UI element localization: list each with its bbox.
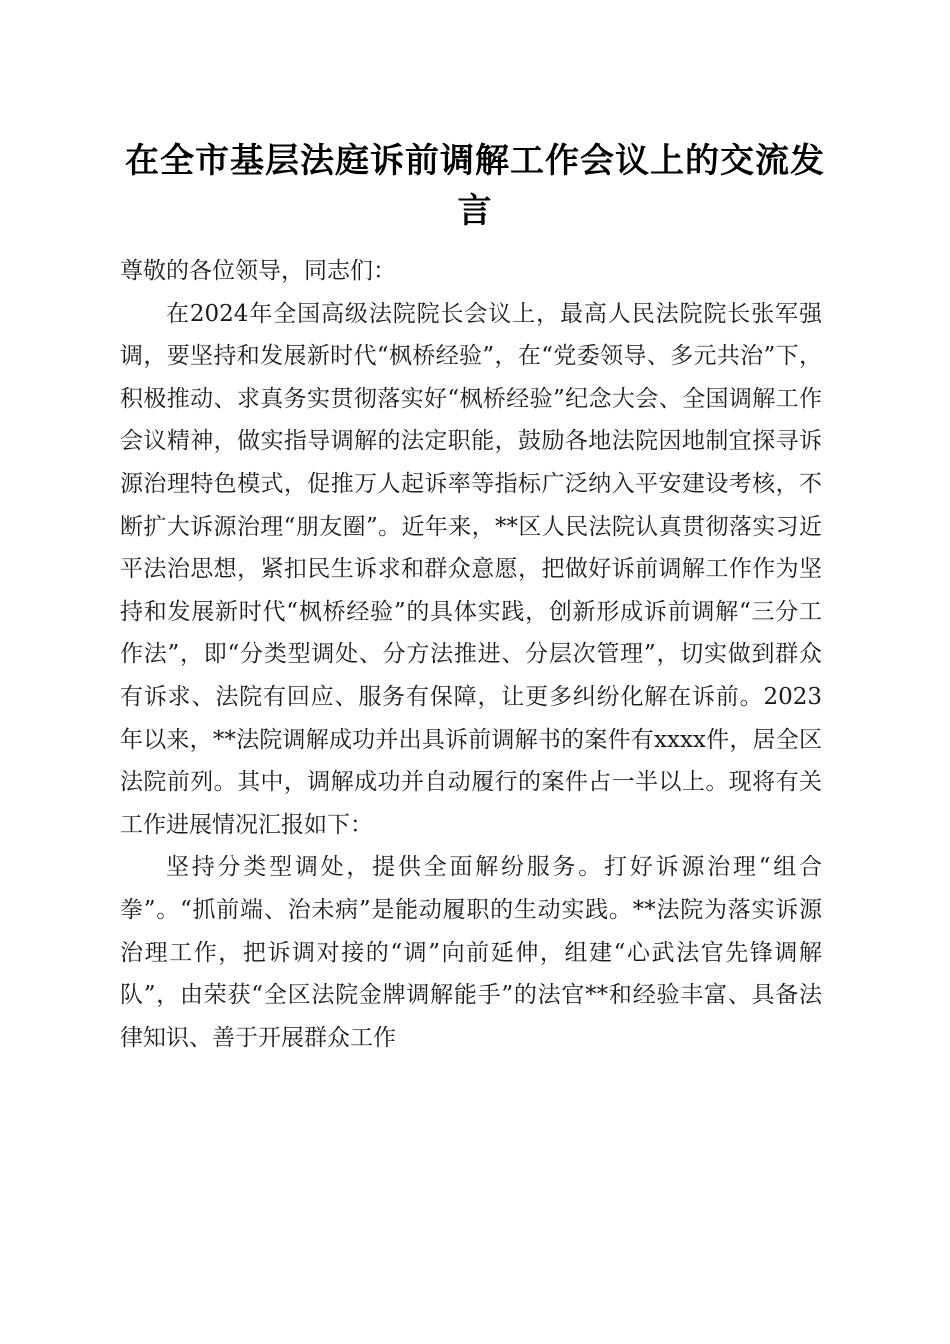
paragraph-section-1: 坚持分类型调处，提供全面解纷服务。打好诉源治理“组合拳”。“抓前端、治未病”是能动履职的生动实践。**法院为落实诉源治理工作，把诉调对接的“调”向前延伸，组建“心武法官先锋调解队”，由荣获“全区法院金牌调解能手”的法官**和经验丰富、具备法律知识、善于开展群众工作 [120,854,822,1051]
salutation: 尊敬的各位领导，同志们： [120,258,396,284]
document-body [120,250,822,1059]
paragraph-intro: 在2024年全国高级法院院长会议上，最高人民法院院长张军强调，要坚持和发展新时代“枫桥经验”，在“党委领导、多元共治”下，积极推动、求真务实贯彻落实好“枫桥经验”纪念大会、全国调解工作会议精神，做实指导调解的法定职能，鼓励各地法院因地制宜探寻诉源治理特色模式，促推万人起诉率等指标广泛纳入平安建设考核，不断扩大诉源治理“朋友圈”。近年来，**区人民法院认真贯彻落实习近平法治思想，紧扣民生诉求和群众意愿，把做好诉前调解工作作为坚持和发展新时代“枫桥经验”的具体实践，创新形成诉前调解“三分工作法”，即“分类型调处、分方法推进、分层次管理”，切实做到群众有诉求、法院有回应、服务有保障，让更多纠纷化解在诉前。2023年以来，**法院调解成功并出具诉前调解书的案件有xxxx件，居全区法院前列。其中，调解成功并自动履行的案件占一半以上。现将有关工作进展情况汇报如下： [120,300,822,838]
document-title: 在全市基层法庭诉前调解工作会议上的交流发言 [125,141,825,231]
